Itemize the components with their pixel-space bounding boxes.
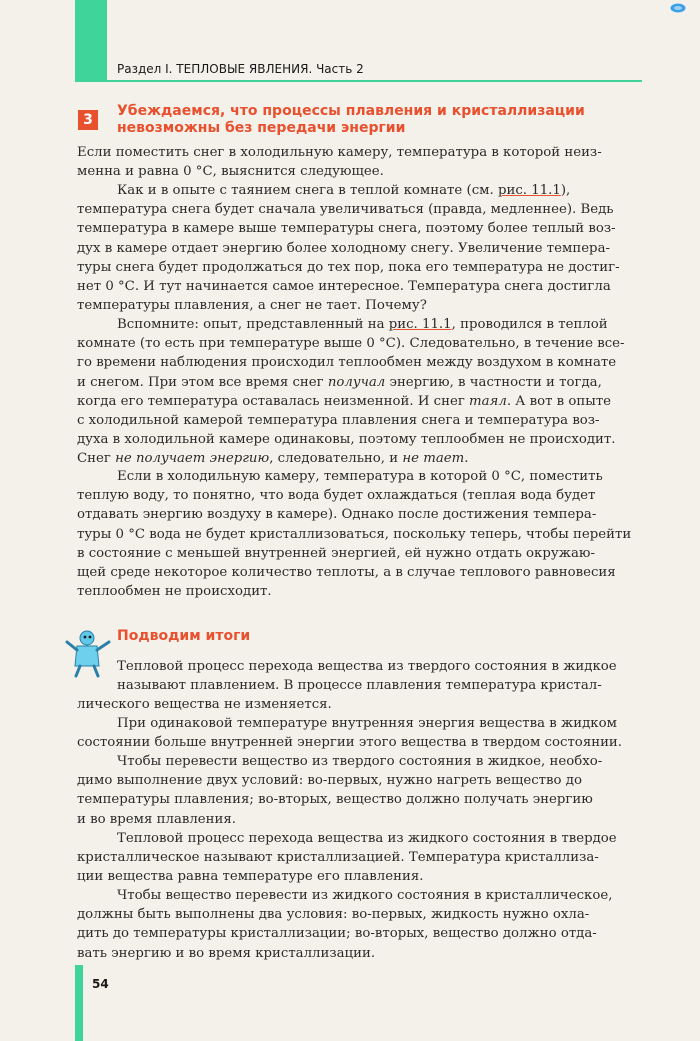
text-line: Вспомните: опыт, представленный на рис. 11.1, проводился в теплой — [117, 317, 608, 332]
text-line: теплообмен не происходит. — [77, 584, 272, 600]
emphasis: не тает — [402, 451, 465, 467]
text-line: ции вещества равна температуре его плавления. — [77, 869, 424, 885]
text-line: Чтобы перевести вещество из твердого состояния в жидкое, необхо- — [117, 754, 603, 769]
text-line: и снегом. При этом все время снег получал энергию, в частности и тогда, — [77, 374, 602, 390]
text-line: Чтобы вещество перевести из жидкого состояния в кристаллическое, — [117, 888, 613, 903]
text-line: состоянии больше внутренней энергии этого вещества в твердом состоянии. — [77, 735, 623, 751]
section-number-badge: 3 — [78, 110, 98, 130]
text-line: должны быть выполнены два условия: во-первых, жидкость нужно охла- — [77, 907, 590, 923]
text-line: Тепловой процесс перехода вещества из жидкого состояния в твердое — [117, 831, 617, 846]
text-line: дить до температуры кристаллизации; во-вторых, вещество должно отда- — [77, 926, 597, 942]
text-line: вать энергию и во время кристаллизации. — [77, 945, 376, 961]
paragraph-3 — [77, 315, 647, 469]
summary-paragraph-1 — [117, 657, 647, 695]
text-line: туры снега будет продолжаться до тех пор, пока его температура не достиг- — [77, 259, 620, 275]
text-line: и во время плавления. — [77, 811, 237, 827]
emphasis: получал — [327, 374, 386, 390]
summary-paragraph-4 — [77, 829, 647, 887]
summary-paragraph-3 — [77, 752, 647, 829]
text-line: теплую воду, то понятно, что вода будет охлаждаться (теплая вода будет — [77, 488, 596, 504]
text-line: комнате (то есть при температуре выше 0 °С). Следовательно, в течение все- — [77, 336, 625, 352]
page-number: 54 — [92, 977, 109, 991]
text-line: дух в камере отдает энергию более холодному снегу. Увеличение темпера- — [77, 240, 610, 256]
header-rule — [75, 80, 642, 82]
text-line: с холодильной камерой температура плавления снега и температура воз- — [77, 413, 600, 429]
summary-title: Подводим итоги — [117, 628, 251, 644]
text-line: лического вещества не изменяется. — [77, 697, 332, 712]
publisher-logo-icon — [670, 3, 686, 13]
text-line: в состояние с меньшей внутренней энергией, ей нужно отдать окружаю- — [77, 545, 595, 561]
text-line: При одинаковой температуре внутренняя энергия вещества в жидком — [117, 716, 617, 731]
figure-reference-link[interactable]: рис. 11.1 — [497, 183, 561, 198]
text-line: кристаллическое называют кристаллизацией. Температура кристаллиза- — [77, 850, 599, 866]
emphasis: таял — [469, 393, 507, 409]
text-line: температуры плавления; во-вторых, вещество должно получать энергию — [77, 792, 593, 808]
text-line: Тепловой процесс перехода вещества из твердого состояния в жидкое — [117, 659, 617, 674]
paragraph-2 — [77, 181, 647, 315]
text-line: го времени наблюдения происходил теплообмен между воздухом в комнате — [77, 355, 617, 371]
section-title — [117, 103, 597, 137]
text-line: Как и в опыте с таянием снега в теплой комнате (см. рис. 11.1), — [117, 183, 571, 198]
text-line: Снег не получает энергию, следовательно, и не тает. — [77, 451, 469, 467]
summary-mascot-icon — [65, 628, 113, 678]
text-line: Если поместить снег в холодильную камеру, температура в которой неиз- — [77, 145, 602, 160]
text-line: температуры плавления, а снег не тает. Почему? — [77, 298, 427, 314]
text-line: нет 0 °С. И тут начинается самое интересное. Температура снега достигла — [77, 279, 611, 295]
footer-accent-bar — [75, 965, 83, 1041]
section-title-line: невозможны без передачи энергии — [117, 120, 406, 136]
text-line: туры 0 °С вода не будет кристаллизоваться, поскольку теперь, чтобы перейти — [77, 526, 632, 542]
running-header: Раздел I. ТЕПЛОВЫЕ ЯВЛЕНИЯ. Часть 2 — [117, 62, 364, 76]
figure-reference-link[interactable]: рис. 11.1 — [388, 317, 452, 332]
paragraph-1 — [77, 143, 647, 181]
paragraph-4 — [77, 467, 647, 601]
text-line: когда его температура оставалась неизменной. И снег таял. А вот в опыте — [77, 393, 612, 409]
text-line: димо выполнение двух условий: во-первых, нужно нагреть вещество до — [77, 773, 582, 789]
summary-paragraph-2 — [77, 714, 647, 752]
summary-paragraph-5 — [77, 886, 647, 963]
section-title-line: Убеждаемся, что процессы плавления и кристаллизации — [117, 103, 585, 119]
header-accent-bar — [75, 0, 107, 80]
text-line: температура снега будет сначала увеличиваться (правда, медленнее). Ведь — [77, 202, 614, 218]
text-line: щей среде некоторое количество теплоты, а в случае теплового равновесия — [77, 565, 616, 581]
summary-paragraph-1-cont — [77, 695, 647, 714]
text-line: отдавать энергию воздуху в камере). Однако после достижения темпера- — [77, 507, 597, 523]
emphasis: не получает энергию — [115, 451, 270, 467]
text-line: температура в камере выше температуры снега, поэтому более теплый воз- — [77, 221, 616, 237]
text-line: называют плавлением. В процессе плавления температура кристал- — [117, 678, 602, 694]
text-line: менна и равна 0 °С, выяснится следующее. — [77, 164, 384, 180]
text-line: духа в холодильной камере одинаковы, поэтому теплообмен не происходит. — [77, 432, 616, 448]
text-line: Если в холодильную камеру, температура в которой 0 °С, поместить — [117, 469, 603, 484]
